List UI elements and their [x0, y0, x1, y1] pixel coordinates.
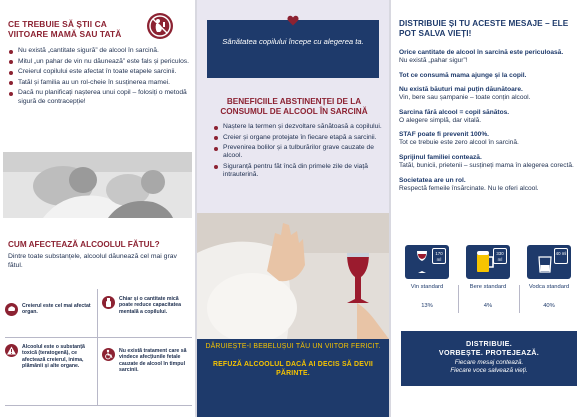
drink-label: Vin standard: [410, 284, 444, 290]
message-body: Vin, bere sau șampanie – toate conțin alcool.: [399, 94, 531, 102]
right-panel: [391, 0, 586, 417]
drink-percent: 4%: [483, 303, 493, 309]
message-body: Tatăl, bunicii, prietenii – susțineți mama în alegerea corectă.: [399, 161, 574, 169]
footer-tagline: [401, 359, 577, 375]
left-panel-title: CE TREBUIE SĂ ȘTII CA VIITOARE MAMĂ SAU TATĂ: [8, 19, 122, 39]
slogan-line-1: DĂRUIEȘTE-I BEBELUȘUI TĂU UN VIITOR FERICIT.: [205, 343, 381, 350]
drink-percent: 40%: [543, 303, 555, 309]
list-item: Prevenirea bolilor și a tulburărilor grave cauzate de alcool.: [213, 144, 383, 160]
quote-banner: [207, 20, 379, 78]
bottle-icon: [102, 296, 115, 309]
message-body: Nu există „pahar sigur”!: [399, 57, 468, 64]
messages-list: [399, 49, 579, 199]
message-body: O alegere simplă, dar vitală.: [399, 116, 482, 124]
benefits-list: [213, 123, 383, 182]
left-panel: [0, 0, 195, 417]
effect-text: Chiar și o cantitate mică poate reduce capacitatea mentală a copilului.: [119, 296, 181, 315]
footer-line: Fiecare mesaj contează.: [454, 359, 524, 366]
message-item: [399, 109, 579, 125]
slogan-line-2: REFUZĂ ALCOOLUL DACĂ AI DECIS SĂ DEVII PĂRINTE.: [212, 361, 374, 377]
no-alcohol-pregnancy-icon: [147, 13, 173, 39]
vodka-glass-icon: [527, 245, 571, 279]
message-heading: Tot ce consumă mama ajunge și la copil.: [399, 71, 527, 79]
list-item: Naștere la termen și dezvoltare sănătoasă a copilului.: [213, 123, 383, 131]
message-item: [399, 177, 579, 193]
beer-mug-icon: [466, 245, 510, 279]
drink-label: Bere standard: [469, 284, 507, 290]
drink-volume: 170 ml: [432, 248, 446, 264]
standard-drinks: [399, 245, 577, 317]
message-body: Tot ce trebuie este zero alcool în sarcină.: [399, 139, 519, 147]
list-item: Tatăl și familia au un rol-cheie în susținerea mamei.: [8, 79, 190, 87]
footer-callout: [401, 339, 577, 357]
grid-divider: [5, 405, 192, 406]
footer-line: DISTRIBUIE.: [465, 339, 513, 348]
refusing-wine-photo: [197, 213, 389, 339]
message-item: [399, 72, 579, 80]
couple-photo: [3, 152, 192, 218]
effect-text: Nu există tratament care să vindece afecțiunile fetale cauzate de alcool în timpul sarcinii.: [119, 348, 187, 374]
list-item: Creier și organe protejate în fiecare etapă a sarcinii.: [213, 134, 383, 142]
message-item: [399, 49, 579, 65]
message-heading: Orice cantitate de alcool în sarcină este periculoasă.: [399, 49, 564, 56]
footer-line: VORBEȘTE. PROTEJEAZĂ.: [438, 348, 540, 357]
message-heading: Sarcina fără alcool = copil sănătos.: [399, 108, 510, 116]
message-heading: Societatea are un rol.: [399, 176, 466, 184]
drink-divider: [458, 285, 459, 313]
drink-volume: 40 ml: [554, 248, 568, 264]
message-item: [399, 86, 579, 102]
drink-wine: [399, 245, 455, 317]
benefits-heading: BENEFICIILE ABSTINENȚEI DE LA CONSUMUL DE ALCOOL ÎN SARCINĂ: [220, 97, 368, 116]
message-heading: STAF poate fi prevenit 100%.: [399, 131, 490, 139]
share-footer: [401, 331, 577, 386]
drink-divider: [519, 285, 520, 313]
footer-line: Fiecare voce salvează vieți.: [450, 367, 528, 374]
effect-text: Alcoolul este o substanță toxică (teratogenă), ce afectează creierul, inima, plămânii și alte organe.: [22, 344, 85, 370]
heart-icon: [287, 15, 299, 26]
drink-vodka: [521, 245, 577, 317]
wine-glass-icon: [405, 245, 449, 279]
middle-panel: [197, 0, 389, 417]
quote-text: Sănătatea copilului începe cu alegerea ta.: [222, 37, 364, 46]
message-item: [399, 131, 579, 147]
message-heading: Sprijinul familiei contează.: [399, 153, 482, 161]
drink-label: Vodca standard: [528, 284, 570, 290]
brain-icon: [5, 303, 18, 316]
warning-icon: [5, 344, 18, 357]
left-bullet-list: [8, 47, 190, 108]
wheelchair-icon: [102, 348, 115, 361]
fetus-effects-intro: Dintre toate substanțele, alcoolul dăunează cel mai grav fătul.: [8, 253, 177, 269]
drink-volume: 330 ml: [493, 248, 507, 264]
fetus-effects-heading: CUM AFECTEAZĂ ALCOOLUL FĂTUL?: [8, 240, 160, 249]
grid-divider: [97, 289, 98, 405]
message-item: [399, 154, 579, 170]
list-item: Nu există „cantitate sigură” de alcool în sarcină.: [8, 47, 190, 55]
list-item: Creierul copilului este afectat în toate etapele sarcinii.: [8, 68, 190, 76]
right-panel-title: DISTRIBUIE ȘI TU ACESTE MESAJE – ELE POT SALVA VIEȚI!: [399, 19, 569, 38]
list-item: Mitul „un pahar de vin nu dăunează” este fals și periculos.: [8, 58, 190, 66]
effects-grid: [5, 289, 192, 417]
list-item: Siguranță pentru făt încă din primele zile de viață intrauterină.: [213, 163, 383, 179]
message-body: Respectă femeile însărcinate. Nu le oferi alcool.: [399, 184, 539, 192]
grid-divider: [5, 337, 192, 338]
message-heading: Nu există băuturi mai puțin dăunătoare.: [399, 86, 523, 94]
list-item: Dacă nu planificați nașterea unui copil – folosiți o metodă sigură de contracepție!: [8, 89, 190, 105]
effect-text: Creierul este cel mai afectat organ.: [22, 303, 91, 316]
drink-percent: 13%: [421, 303, 433, 309]
drink-beer: [460, 245, 516, 317]
